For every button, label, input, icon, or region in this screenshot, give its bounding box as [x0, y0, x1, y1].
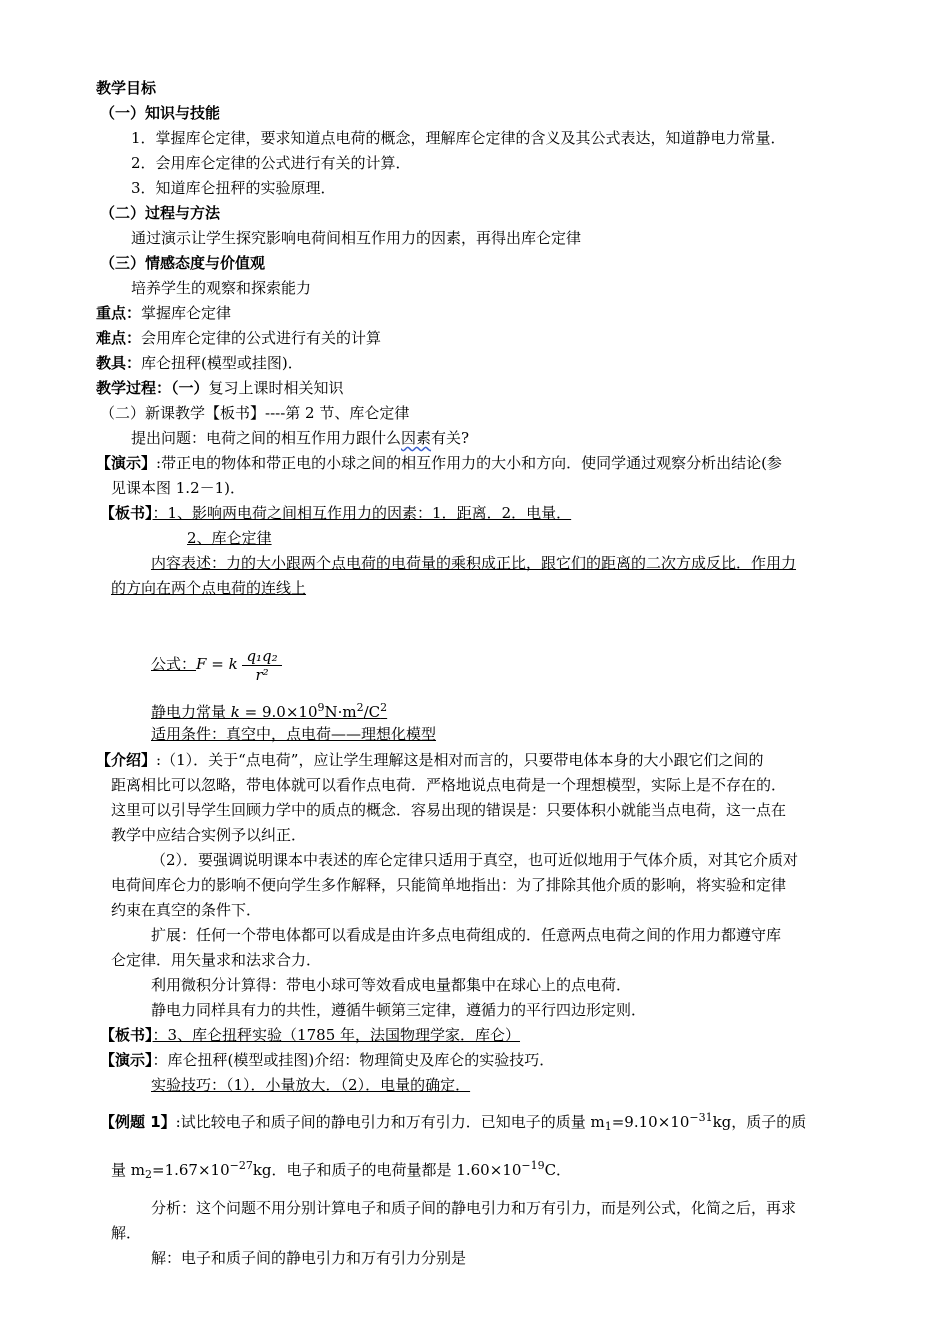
formula-label: 公式：: [151, 655, 197, 673]
intro-text: :（1）．关于“点电荷”，应让学生理解这是相对而言的，只要带电体本身的大小跟它们之间的: [156, 751, 764, 769]
board-text-2: ：3、库仑扭秤实验（1785 年，法国物理学家．库仑）: [152, 1026, 521, 1044]
demo-line: [96, 453, 782, 473]
board-subheading: 2、库仑定律: [187, 529, 272, 547]
process-line: [96, 378, 344, 398]
constant-unit-exp: 2: [356, 701, 364, 714]
law-content-line: 内容表述：力的大小跟两个点电荷的电荷量的乘积成正比，跟它们的距离的二次方成反比．作用力: [151, 554, 797, 572]
demo-line-b: [100, 1050, 554, 1070]
experiment-skill-line: 实验技巧：（1）．小量放大．（2）．电量的确定．: [151, 1076, 471, 1094]
solution-line: 解：电子和质子间的静电引力和万有引力分别是: [151, 1249, 467, 1267]
section-title-attitude: （三）情感态度与价值观: [100, 254, 266, 272]
example-line-2: [111, 1160, 571, 1180]
objective-item: 3．知道库仑扭秤的实验原理．: [131, 179, 336, 197]
difficulty-text: 会用库仑定律的公式进行有关的计算: [141, 329, 382, 347]
intro-line: [96, 750, 763, 770]
example-sub-2: 2: [145, 1168, 152, 1181]
analysis-line-2: 解．: [111, 1224, 142, 1242]
example-text-d: 量 m: [111, 1161, 145, 1179]
new-lesson-line: （二）新课教学【板书】----第 2 节、库仑定律: [100, 404, 410, 422]
constant-unit: N·m: [324, 703, 357, 721]
formula-fraction: [242, 647, 281, 684]
law-content-line-2: 的方向在两个点电荷的连线上: [111, 579, 307, 597]
difficulty-label: 难点：: [96, 329, 142, 347]
analysis-line: 分析：这个问题不用分别计算电子和质子间的静电引力和万有引力，而是列公式，化简之后，再求: [151, 1199, 797, 1217]
question-pre: 提出问题：电荷之间的相互作用力跟什么: [131, 429, 402, 447]
intro-line: （2）．要强调说明课本中表述的库仑定律只适用于真空，也可近似地用于气体介质，对其它介质对: [151, 851, 799, 869]
question-post: 有关?: [431, 429, 470, 447]
tools-line: [96, 353, 303, 373]
tools-text: 库仑扭秤(模型或挂图)．: [141, 354, 303, 372]
constant-exp: 9: [317, 701, 325, 714]
extension-line: 扩展：任何一个带电体都可以看成是由许多点电荷组成的．任意两点电荷之间的作用力都遵守库: [151, 926, 782, 944]
constant-k: k: [230, 703, 240, 721]
demo-text: :带正电的物体和带正电的小球之间的相互作用力的大小和方向．使同学通过观察分析出结论(参: [156, 454, 782, 472]
condition-line: 适用条件：真空中，点电荷——理想化模型: [151, 725, 437, 743]
intro-line: 约束在真空的条件下．: [111, 901, 262, 919]
intro-line: 这里可以引导学生回顾力学中的质点的概念．容易出现的错误是：只要体积小就能当点电荷，这一点在: [111, 801, 787, 819]
objective-item: 1．掌握库仑定律，要求知道点电荷的概念，理解库仑定律的含义及其公式表达，知道静电力常量．: [131, 129, 786, 147]
objective-item: 2．会用库仑定律的公式进行有关的计算．: [131, 154, 411, 172]
example-sub-1: 1: [604, 1120, 612, 1133]
example-text-e: =1.67×10: [152, 1161, 230, 1179]
intro-line: 距离相比可以忽略，带电体就可以看作点电荷．严格地说点电荷是一个理想模型，实际上是不存在的．: [111, 776, 787, 794]
example-exp-3: −19: [521, 1159, 545, 1172]
section-text: 培养学生的观察和探索能力: [131, 279, 312, 297]
key-text: 掌握库仑定律: [141, 304, 232, 322]
intro-line: 电荷间库仑力的影响不便向学生多作解释，只能简单地指出：为了排除其他介质的影响，将实验和定律: [111, 876, 787, 894]
intro-label: 【介绍】: [96, 751, 157, 769]
constant-mid: = 9.0×10: [239, 703, 318, 721]
demo-text-2: ：库仑扭秤(模型或挂图)介绍：物理简史及库仑的实验技巧．: [152, 1051, 555, 1069]
demo-label-2: 【演示】: [100, 1051, 153, 1069]
example-text-g: C．: [544, 1161, 572, 1179]
example-text-f: kg．电子和质子的电荷量都是 1.60×10: [252, 1161, 522, 1179]
formula-lhs: F: [196, 655, 207, 673]
key-point: [96, 303, 231, 323]
page-heading: 教学目标: [96, 79, 157, 97]
constant-tail-exp: 2: [380, 701, 388, 714]
formula-denominator: r²: [255, 665, 269, 684]
board-label-2: 【板书】: [100, 1026, 153, 1044]
process-text: 复习上课时相关知识: [208, 379, 344, 397]
formula-eq: =: [206, 655, 224, 673]
key-label: 重点：: [96, 304, 142, 322]
newton-line: 静电力同样具有力的共性，遵循牛顿第三定律，遵循力的平行四边形定则．: [151, 1001, 647, 1019]
section-title-knowledge: （一）知识与技能: [100, 104, 221, 122]
formula-k: k: [228, 655, 238, 673]
example-label: 【例题 1】: [100, 1113, 176, 1131]
formula-numerator: q₁q₂: [242, 647, 281, 666]
question-line: [131, 428, 469, 448]
example-line: [100, 1112, 806, 1132]
intro-line: 教学中应结合实例予以纠正．: [111, 826, 307, 844]
question-keyword: 因素: [401, 429, 432, 447]
example-text-a: :试比较电子和质子间的静电引力和万有引力．已知电子的质量 m: [175, 1113, 605, 1131]
difficulty-point: [96, 328, 381, 348]
board-line-2: [100, 1025, 520, 1045]
constant-pre: 静电力常量: [151, 703, 231, 721]
demo-line-2: 见课本图 1.2－1)．: [111, 479, 246, 497]
constant-line: [151, 702, 387, 722]
extension-line: 仑定律．用矢量求和法求合力．: [111, 951, 322, 969]
tools-label: 教具：: [96, 354, 142, 372]
calculus-line: 利用微积分计算得：带电小球可等效看成电量都集中在球心上的点电荷．: [151, 976, 632, 994]
process-label: 教学过程：: [96, 379, 172, 397]
board-label: 【板书】: [100, 504, 153, 522]
example-text-c: kg，质子的质: [712, 1113, 807, 1131]
board-line: [100, 503, 571, 523]
process-sub: （一）: [171, 379, 209, 397]
example-exp-2: −27: [229, 1159, 253, 1172]
section-title-process: （二）过程与方法: [100, 204, 221, 222]
constant-tail: /C: [363, 703, 381, 721]
example-exp-1: −31: [689, 1111, 713, 1124]
board-text: ：1、影响两电荷之间相互作用力的因素：1．距离．2．电量．: [152, 504, 572, 522]
formula-line: [151, 640, 282, 688]
example-text-b: =9.10×10: [611, 1113, 690, 1131]
section-text: 通过演示让学生探究影响电荷间相互作用力的因素，再得出库仑定律: [131, 229, 582, 247]
demo-label: 【演示】: [96, 454, 157, 472]
